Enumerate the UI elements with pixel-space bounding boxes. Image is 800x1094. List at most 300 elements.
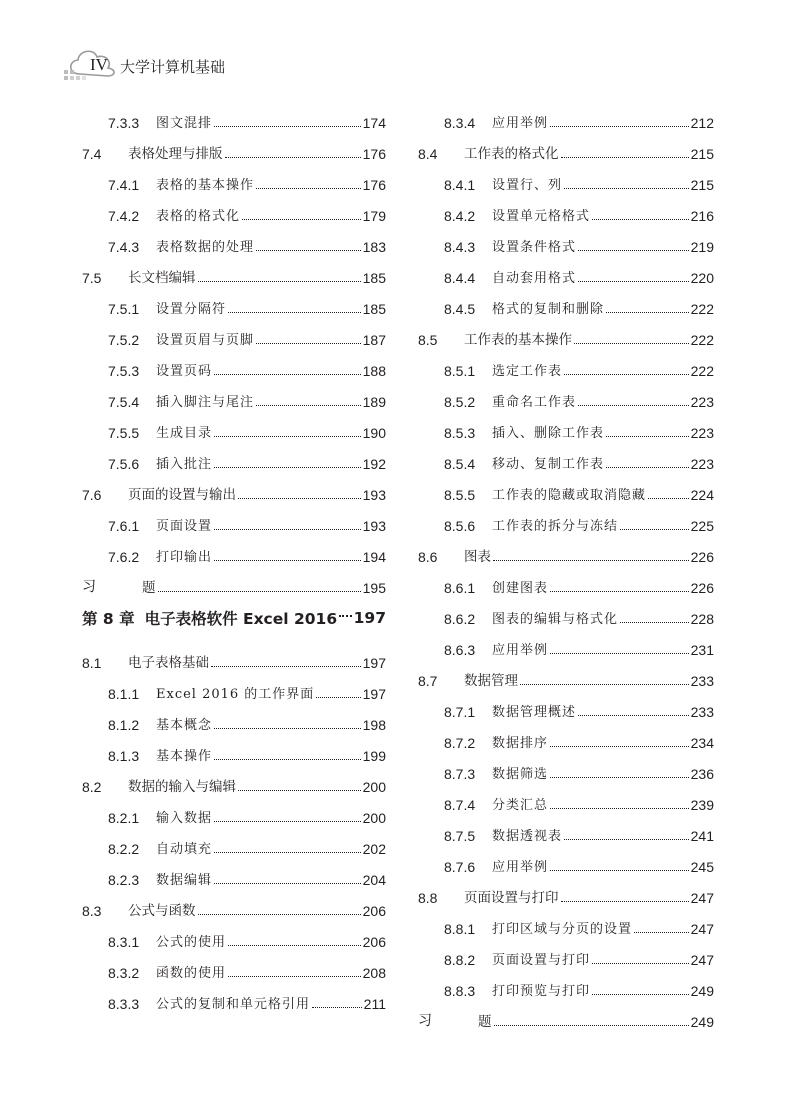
toc-entry[interactable] (418, 937, 714, 968)
toc-entry-page: 179 (362, 208, 386, 224)
dot-leader (550, 776, 689, 778)
toc-entry-number: 7.5.3 (108, 363, 140, 379)
toc-entry-page: 241 (690, 828, 714, 844)
toc-entry-number: 8.8.2 (444, 952, 476, 968)
toc-entry-page: 187 (362, 332, 386, 348)
toc-exercise-entry[interactable] (418, 999, 714, 1030)
dot-leader (238, 789, 361, 791)
toc-entry-title: 设置条件格式 (492, 240, 577, 255)
toc-entry-title: 打印输出 (156, 550, 213, 565)
toc-entry-number: 8.3.3 (108, 996, 140, 1012)
toc-entry-page: 190 (362, 425, 386, 441)
dot-leader (214, 528, 361, 530)
dot-leader (214, 851, 361, 853)
dot-leader (578, 249, 689, 251)
toc-entry-page: 193 (362, 487, 386, 503)
toc-entry-title: 设置页眉与页脚 (156, 333, 255, 348)
toc-entry-page: 194 (362, 549, 386, 565)
toc-entry-page: 200 (362, 810, 386, 826)
toc-entry-number: 8.2.2 (108, 841, 140, 857)
toc-entry-title: 数据管理 (464, 673, 518, 689)
toc-entry-page: 185 (362, 301, 386, 317)
dot-leader (339, 614, 352, 617)
dot-leader (214, 466, 361, 468)
toc-entry-title: 图表的编辑与格式化 (492, 612, 619, 627)
dot-leader (574, 342, 689, 344)
toc-entry-number: 8.3.2 (108, 965, 140, 981)
toc-entry-page: 206 (362, 903, 386, 919)
toc-entry-page: 247 (690, 890, 714, 906)
toc-entry[interactable] (82, 919, 386, 950)
toc-entry-number: 7.3.3 (108, 115, 140, 131)
toc-entry-page: 215 (690, 146, 714, 162)
toc-entry-number: 8.7.1 (444, 704, 476, 720)
toc-entry-number: 7.6.1 (108, 518, 140, 534)
toc-entry-number: 8.3 (82, 903, 102, 919)
toc-entry-title: 表格处理与排版 (128, 146, 223, 162)
toc-entry-title: 题 (478, 1014, 492, 1030)
toc-entry-title: 重命名工作表 (492, 395, 577, 410)
dot-leader (214, 435, 361, 437)
toc-entry[interactable] (418, 348, 714, 379)
toc-entry[interactable] (418, 255, 714, 286)
toc-entry-page: 228 (690, 611, 714, 627)
toc-entry-number: 7.5.5 (108, 425, 140, 441)
dot-leader (564, 838, 689, 840)
toc-entry[interactable] (82, 795, 386, 826)
toc-entry-title: 应用举例 (492, 860, 549, 875)
toc-entry-title: 输入数据 (156, 811, 213, 826)
toc-entry-title: 数据管理概述 (492, 705, 577, 720)
dot-leader (634, 931, 689, 933)
dot-leader (214, 125, 361, 127)
toc-entry-title: 基本概念 (156, 718, 213, 733)
toc-entry-number: 7.4.3 (108, 239, 140, 255)
toc-entry-page: 223 (690, 425, 714, 441)
toc-entry-number: 7.5.4 (108, 394, 140, 410)
dot-leader (550, 807, 689, 809)
toc-entry-number: 8.1 (82, 655, 102, 671)
toc-entry[interactable] (82, 379, 386, 410)
toc-entry[interactable] (418, 441, 714, 472)
toc-entry[interactable] (418, 875, 714, 906)
toc-entry-title: 数据的输入与编辑 (128, 779, 236, 795)
toc-entry[interactable] (418, 379, 714, 410)
toc-entry-page: 183 (362, 239, 386, 255)
toc-entry-page: 223 (690, 394, 714, 410)
toc-entry[interactable] (418, 410, 714, 441)
toc-entry-title: 自动填充 (156, 842, 213, 857)
toc-entry-title: Excel 2016 的工作界面 (156, 687, 315, 702)
toc-entry-number: 8.4.3 (444, 239, 476, 255)
toc-entry-number: 7.5.2 (108, 332, 140, 348)
toc-entry-number: 8.7 (418, 673, 438, 689)
toc-entry-title: 工作表的拆分与冻结 (492, 519, 619, 534)
dot-leader (214, 373, 361, 375)
toc-entry-number: 8.1.1 (108, 686, 140, 702)
toc-entry[interactable] (418, 658, 714, 689)
toc-entry-page: 249 (690, 983, 714, 999)
toc-entry-page: 234 (690, 735, 714, 751)
dot-leader (550, 125, 689, 127)
toc-entry-page: 239 (690, 797, 714, 813)
toc-entry-title: 图表 (464, 549, 491, 565)
dot-leader (214, 559, 361, 561)
dot-leader (214, 882, 361, 884)
toc-entry[interactable] (418, 689, 714, 720)
dot-leader (214, 758, 361, 760)
toc-entry-page: 174 (362, 115, 386, 131)
dot-leader (620, 528, 689, 530)
toc-entry[interactable] (418, 813, 714, 844)
dot-leader (592, 962, 689, 964)
toc-entry-number: 7.5 (82, 270, 102, 286)
toc-entry[interactable] (418, 844, 714, 875)
toc-entry-number: 8.4.5 (444, 301, 476, 317)
toc-entry-number: 8.7.2 (444, 735, 476, 751)
toc-entry-page: 195 (362, 580, 386, 596)
toc-entry-number: 7.4.2 (108, 208, 140, 224)
toc-entry-number: 习 (418, 1013, 432, 1029)
toc-entry-page: 220 (690, 270, 714, 286)
toc-entry[interactable] (82, 981, 386, 1012)
toc-entry-title: 工作表的隐藏或取消隐藏 (492, 488, 647, 503)
toc-entry[interactable] (82, 503, 386, 534)
toc-entry[interactable] (418, 193, 714, 224)
dot-leader (158, 590, 361, 592)
toc-entry[interactable] (418, 224, 714, 255)
toc-entry[interactable] (82, 410, 386, 441)
toc-entry-page: 204 (362, 872, 386, 888)
toc-entry-title: 插入脚注与尾注 (156, 395, 255, 410)
toc-entry-number: 7.5.1 (108, 301, 140, 317)
toc-entry-page: 222 (690, 363, 714, 379)
toc-entry-title: 长文档编辑 (128, 270, 196, 286)
toc-entry-page: 188 (362, 363, 386, 379)
toc-entry-number: 8.2 (82, 779, 102, 795)
toc-entry-title: 表格的基本操作 (156, 178, 255, 193)
toc-entry[interactable] (418, 286, 714, 317)
toc-entry-number: 8.5.6 (444, 518, 476, 534)
toc-entry[interactable] (82, 100, 386, 131)
toc-left-column (82, 100, 386, 1012)
toc-entry[interactable] (82, 733, 386, 764)
toc-entry-title: 数据筛选 (492, 767, 549, 782)
toc-entry-title: 设置行、列 (492, 178, 563, 193)
toc-entry-title: 移动、复制工作表 (492, 457, 605, 472)
toc-entry-page: 225 (690, 518, 714, 534)
dot-leader (214, 820, 361, 822)
dot-leader (228, 311, 361, 313)
toc-entry-title: 打印预览与打印 (492, 984, 591, 999)
page-header (62, 44, 362, 84)
toc-entry-number: 习 (82, 579, 96, 595)
dot-leader (592, 993, 689, 995)
dot-leader (493, 559, 689, 561)
toc-entry-title: 函数的使用 (156, 966, 227, 981)
book-title: 大学计算机基础 (120, 58, 226, 76)
toc-entry-number: 8.8.3 (444, 983, 476, 999)
toc-entry-title: 电子表格软件 Excel 2016 (144, 610, 338, 628)
toc-entry-number: 7.5.6 (108, 456, 140, 472)
toc-entry-number: 7.4 (82, 146, 102, 162)
dot-leader (312, 1006, 362, 1008)
toc-entry-title: 自动套用格式 (492, 271, 577, 286)
toc-entry-page: 247 (690, 921, 714, 937)
toc-entry[interactable] (82, 826, 386, 857)
toc-entry-page: 247 (690, 952, 714, 968)
toc-entry-page: 212 (690, 115, 714, 131)
toc-entry-title: 公式的使用 (156, 935, 227, 950)
toc-entry-number: 8.7.5 (444, 828, 476, 844)
toc-entry-title: 生成目录 (156, 426, 213, 441)
dot-leader (606, 311, 689, 313)
toc-entry[interactable] (82, 224, 386, 255)
toc-entry[interactable] (82, 317, 386, 348)
toc-entry-title: 表格的格式化 (156, 209, 241, 224)
toc-entry-page: 197 (353, 609, 386, 627)
toc-entry[interactable] (82, 702, 386, 733)
toc-entry-title: 设置分隔符 (156, 302, 227, 317)
dot-leader (578, 404, 689, 406)
dot-leader (256, 342, 361, 344)
dot-leader (564, 373, 689, 375)
toc-entry-title: 格式的复制和删除 (492, 302, 605, 317)
toc-entry-page: 226 (690, 580, 714, 596)
toc-entry-number: 8.7.4 (444, 797, 476, 813)
toc-entry-number: 8.6 (418, 549, 438, 565)
dot-leader (561, 156, 689, 158)
toc-entry-title: 打印区域与分页的设置 (492, 922, 633, 937)
toc-entry-page: 226 (690, 549, 714, 565)
toc-entry-number: 8.5 (418, 332, 438, 348)
toc-entry-page: 233 (690, 704, 714, 720)
toc-entry[interactable] (418, 131, 714, 162)
toc-entry-title: 表格数据的处理 (156, 240, 255, 255)
toc-entry-page: 222 (690, 332, 714, 348)
dot-leader (238, 497, 361, 499)
toc-entry-title: 图文混排 (156, 116, 213, 131)
toc-entry[interactable] (82, 888, 386, 919)
dot-leader (620, 621, 689, 623)
toc-entry-number: 8.8 (418, 890, 438, 906)
toc-entry-title: 工作表的格式化 (464, 146, 559, 162)
toc-entry-page: 216 (690, 208, 714, 224)
toc-entry-number: 8.8.1 (444, 921, 476, 937)
toc-entry[interactable] (418, 100, 714, 131)
toc-entry-page: 185 (362, 270, 386, 286)
toc-entry[interactable] (82, 950, 386, 981)
toc-entry-title: 插入批注 (156, 457, 213, 472)
toc-entry[interactable] (82, 764, 386, 795)
toc-entry-number: 8.7.6 (444, 859, 476, 875)
toc-entry-number: 7.4.1 (108, 177, 140, 193)
toc-entry-title: 公式与函数 (128, 903, 196, 919)
toc-entry-number: 8.2.1 (108, 810, 140, 826)
toc-entry-title: 工作表的基本操作 (464, 332, 572, 348)
toc-entry-page: 208 (362, 965, 386, 981)
toc-entry-number: 8.6.2 (444, 611, 476, 627)
toc-entry[interactable] (82, 472, 386, 503)
toc-entry[interactable] (82, 255, 386, 286)
dot-leader (256, 187, 361, 189)
toc-entry-page: 198 (362, 717, 386, 733)
toc-entry[interactable] (82, 857, 386, 888)
toc-entry-page: 176 (362, 177, 386, 193)
toc-entry-number: 8.4.1 (444, 177, 476, 193)
dot-leader (550, 652, 689, 654)
dot-leader (198, 913, 361, 915)
toc-entry[interactable] (418, 565, 714, 596)
toc-entry-page: 222 (690, 301, 714, 317)
toc-entry-page: 197 (362, 655, 386, 671)
toc-entry[interactable] (82, 348, 386, 379)
dot-leader (198, 280, 361, 282)
toc-entry[interactable] (418, 503, 714, 534)
toc-entry[interactable] (82, 671, 386, 702)
toc-entry-page: 197 (362, 686, 386, 702)
toc-entry-number: 8.4.2 (444, 208, 476, 224)
toc-entry-number: 8.7.3 (444, 766, 476, 782)
toc-entry-title: 页面设置与打印 (492, 953, 591, 968)
dot-leader (316, 696, 360, 698)
toc-entry-page: 211 (363, 996, 386, 1012)
dot-leader (211, 665, 361, 667)
toc-entry-number: 8.5.2 (444, 394, 476, 410)
toc-entry-number: 7.6.2 (108, 549, 140, 565)
dot-leader (550, 869, 689, 871)
toc-entry[interactable] (418, 162, 714, 193)
page-number-roman: IV (90, 55, 108, 74)
toc-entry-page: 176 (362, 146, 386, 162)
toc-entry-page: 224 (690, 487, 714, 503)
toc-entry[interactable] (82, 640, 386, 671)
dot-leader (564, 187, 689, 189)
toc-entry-title: 页面的设置与输出 (128, 487, 236, 503)
toc-entry-page: 223 (690, 456, 714, 472)
toc-entry-number: 第 8 章 (82, 610, 135, 628)
toc-entry-number: 7.6 (82, 487, 102, 503)
dot-leader (256, 404, 361, 406)
toc-entry-page: 236 (690, 766, 714, 782)
toc-entry-page: 215 (690, 177, 714, 193)
dot-leader (214, 727, 361, 729)
toc-entry-page: 233 (690, 673, 714, 689)
toc-entry-number: 8.5.1 (444, 363, 476, 379)
toc-entry-number: 8.3.4 (444, 115, 476, 131)
toc-entry[interactable] (82, 441, 386, 472)
toc-entry-title: 创建图表 (492, 581, 549, 596)
toc-entry-title: 数据编辑 (156, 873, 213, 888)
toc-entry[interactable] (82, 286, 386, 317)
toc-chapter-entry[interactable] (82, 596, 386, 640)
dot-leader (606, 466, 689, 468)
dot-leader (561, 900, 689, 902)
toc-entry-page: 199 (362, 748, 386, 764)
toc-entry-page: 231 (690, 642, 714, 658)
toc-entry-title: 数据排序 (492, 736, 549, 751)
toc-entry-title: 数据透视表 (492, 829, 563, 844)
toc-entry-number: 8.5.5 (444, 487, 476, 503)
toc-entry[interactable] (82, 193, 386, 224)
toc-entry-page: 200 (362, 779, 386, 795)
toc-entry-title: 题 (142, 580, 156, 596)
toc-entry-title: 应用举例 (492, 643, 549, 658)
dot-leader (494, 1024, 689, 1026)
dot-leader (520, 683, 689, 685)
toc-entry-page: 206 (362, 934, 386, 950)
dot-leader (550, 590, 689, 592)
toc-entry[interactable] (82, 534, 386, 565)
toc-entry[interactable] (418, 906, 714, 937)
toc-entry-title: 选定工作表 (492, 364, 563, 379)
toc-entry[interactable] (418, 596, 714, 627)
dot-leader (592, 218, 689, 220)
toc-entry-title: 分类汇总 (492, 798, 549, 813)
toc-entry[interactable] (82, 162, 386, 193)
dot-leader (578, 714, 689, 716)
toc-entry-page: 193 (362, 518, 386, 534)
toc-entry-title: 公式的复制和单元格引用 (156, 997, 311, 1012)
toc-entry-title: 电子表格基础 (128, 655, 209, 671)
toc-entry-title: 插入、删除工作表 (492, 426, 605, 441)
toc-entry[interactable] (418, 627, 714, 658)
toc-entry-page: 245 (690, 859, 714, 875)
toc-entry-number: 8.6.3 (444, 642, 476, 658)
toc-entry[interactable] (418, 317, 714, 348)
toc-entry-number: 8.5.3 (444, 425, 476, 441)
dot-leader (228, 975, 361, 977)
toc-exercise-entry[interactable] (82, 565, 386, 596)
toc-entry-page: 202 (362, 841, 386, 857)
toc-entry[interactable] (418, 534, 714, 565)
toc-entry[interactable] (418, 720, 714, 751)
toc-entry[interactable] (418, 968, 714, 999)
toc-entry-number: 8.1.3 (108, 748, 140, 764)
toc-entry-title: 页面设置与打印 (464, 890, 559, 906)
dot-leader (648, 497, 689, 499)
toc-entry-number: 8.6.1 (444, 580, 476, 596)
toc-entry-title: 应用举例 (492, 116, 549, 131)
toc-entry-number: 8.4 (418, 146, 438, 162)
toc-entry-title: 设置页码 (156, 364, 213, 379)
toc-entry[interactable] (418, 751, 714, 782)
dot-leader (578, 280, 689, 282)
dot-leader (606, 435, 689, 437)
dot-leader (550, 745, 689, 747)
toc-entry-number: 8.4.4 (444, 270, 476, 286)
toc-entry[interactable] (418, 782, 714, 813)
toc-entry-title: 设置单元格格式 (492, 209, 591, 224)
toc-entry-page: 189 (362, 394, 386, 410)
toc-entry-page: 219 (690, 239, 714, 255)
toc-right-column (418, 100, 714, 1030)
toc-entry-number: 8.5.4 (444, 456, 476, 472)
toc-entry-page: 192 (362, 456, 386, 472)
toc-entry-page: 249 (690, 1014, 714, 1030)
toc-entry-title: 基本操作 (156, 749, 213, 764)
toc-entry-number: 8.1.2 (108, 717, 140, 733)
toc-entry-title: 页面设置 (156, 519, 213, 534)
toc-entry-number: 8.2.3 (108, 872, 140, 888)
dot-leader (256, 249, 361, 251)
dot-leader (228, 944, 361, 946)
dot-leader (225, 156, 361, 158)
dot-leader (242, 218, 361, 220)
toc-entry-number: 8.3.1 (108, 934, 140, 950)
toc-entry[interactable] (418, 472, 714, 503)
toc-entry[interactable] (82, 131, 386, 162)
